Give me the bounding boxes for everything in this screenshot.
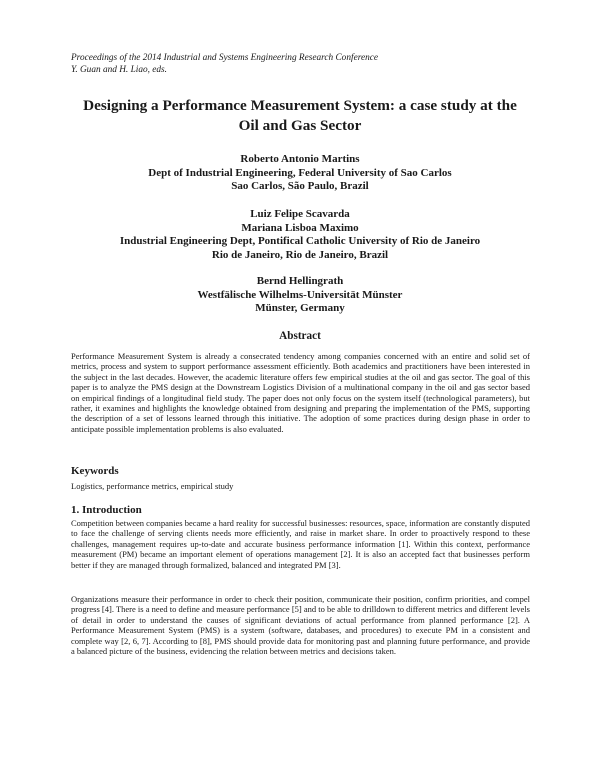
author-name: Roberto Antonio Martins bbox=[240, 153, 360, 165]
introduction-paragraph-1: Competition between companies became a hard reality for successful businesses: resources, space, information are constantly disputed to face the challenge of serving clients needs more efficiently, and raise in market share. In order to proactively respond to these challenges, management requires up-to-date and accurate business performance information [1]. Within this context, performance measurement (PM) became an important element of operations management [2]. It is also an accepted fact that businesses perform better if they are managed through formalized, balanced and integrated PM [3]. bbox=[71, 518, 530, 570]
introduction-paragraph-2: Organizations measure their performance in order to check their position, communicate their position, confirm priorities, and compel progress [4]. There is a need to define and measure performance [5] and to be able to drilldown to different metrics and different levels of detail in order to understand the causes of significant deviations of actual performance from planned performance [2]. A Performance Measurement System (PMS) is a system (software, databases, and procedures) to execute PM in a consistent and complete way [2, 6, 7]. According to [8], PMS should provide data for monitoring past and planning future performance, and provide a balanced picture of the business, evidencing the relation between metrics and decisions taken. bbox=[71, 594, 530, 657]
introduction-heading: 1. Introduction bbox=[71, 504, 142, 516]
title-line-2: Oil and Gas Sector bbox=[238, 117, 362, 134]
author-location: Rio de Janeiro, Rio de Janeiro, Brazil bbox=[211, 248, 389, 261]
keywords-heading: Keywords bbox=[71, 465, 119, 477]
author-name: Mariana Lisboa Maximo bbox=[241, 221, 359, 234]
abstract-heading: Abstract bbox=[279, 330, 321, 342]
proceedings-header bbox=[71, 52, 531, 76]
author-block-2 bbox=[60, 208, 540, 262]
author-affiliation: Dept of Industrial Engineering, Federal University of Sao Carlos bbox=[148, 166, 452, 179]
author-affiliation: Industrial Engineering Dept, Pontifical Catholic University of Rio de Janeiro bbox=[119, 235, 481, 247]
author-location: Sao Carlos, São Paulo, Brazil bbox=[231, 180, 369, 192]
author-block-3 bbox=[60, 275, 540, 316]
keywords-text: Logistics, performance metrics, empirical study bbox=[71, 481, 234, 491]
paper-title bbox=[60, 96, 540, 136]
author-name: Luiz Felipe Scavarda bbox=[250, 208, 350, 220]
author-name: Bernd Hellingrath bbox=[256, 275, 344, 287]
proceedings-line: Proceedings of the 2014 Industrial and Systems Engineering Research Conference bbox=[71, 53, 378, 63]
title-line-1: Designing a Performance Measurement System: a case study at the bbox=[83, 97, 517, 114]
author-location: Münster, Germany bbox=[255, 302, 345, 314]
abstract-text: Performance Measurement System is already a consecrated tendency among companies concerned with an entire and solid set of metrics, process and system to support performance assessment efficiently. Both academics and practitioners have been interested in the subject in the last decades. However, the academic literature offers few empirical studies at the oil and gas sector. The goal of this paper is to analyze the PMS design at the Downstream Logistics Division of a multinational company in the oil and gas sector based on empirical findings of a longitudinal field study. The paper does not only focus on the system itself (technological parameters), but rather, it examines and highlights the knowledge obtained from designing and preparing the implementation of the PMS, supporting the description of a set of lessons learned through this initiative. The adoption of some practices during design phase in order to anticipate possible implementation problems is also evaluated. bbox=[71, 351, 530, 434]
editors-line: Y. Guan and H. Liao, eds. bbox=[71, 65, 167, 75]
author-affiliation: Westfälische Wilhelms-Universität Münster bbox=[197, 288, 403, 301]
author-block-1 bbox=[60, 153, 540, 194]
